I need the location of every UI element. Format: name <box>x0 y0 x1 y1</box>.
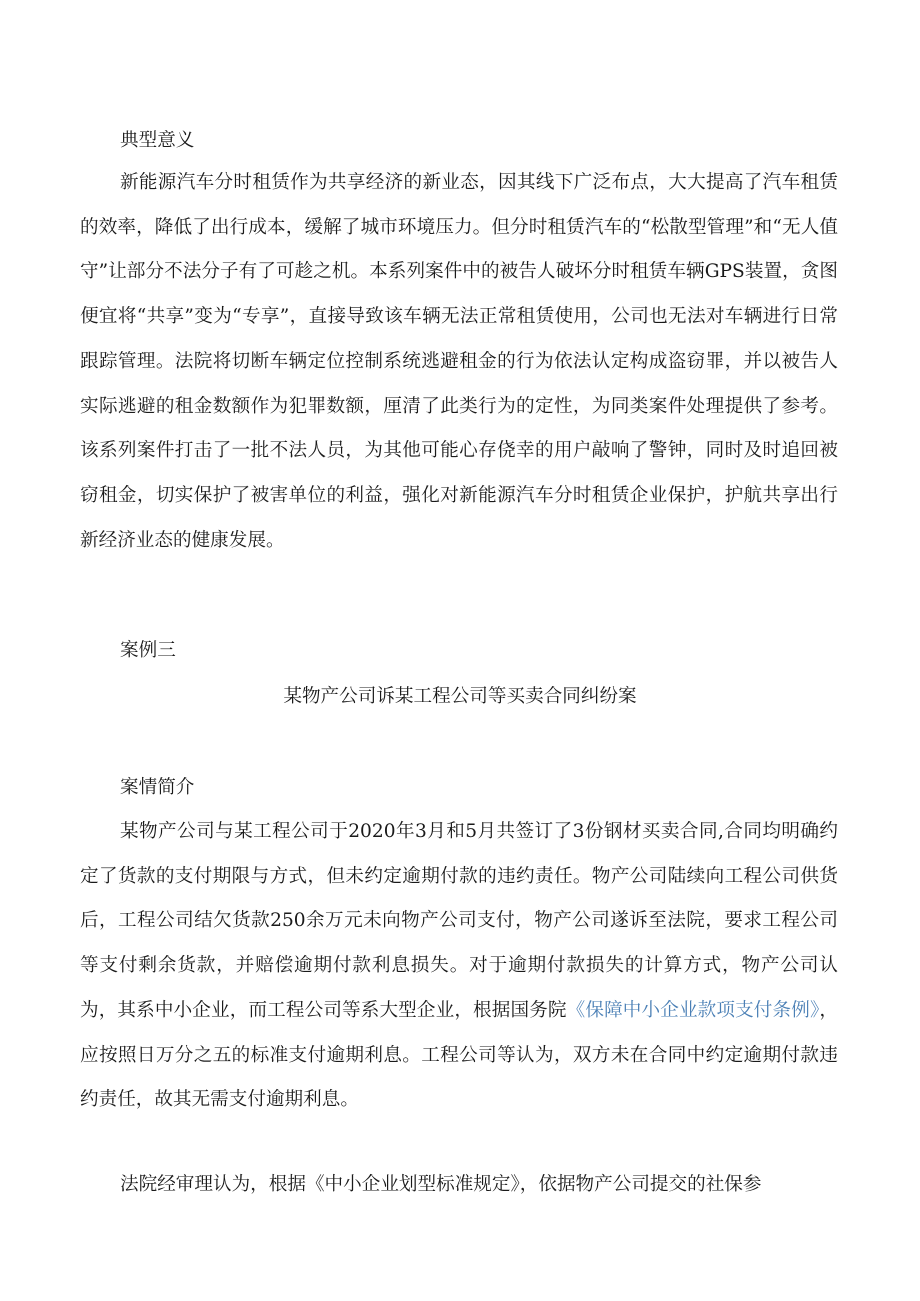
case-label: 案例三 <box>120 640 176 661</box>
law-citation-link[interactable]: 《保障中小企业款项支付条例》 <box>566 999 820 1021</box>
heading-typical-meaning: 典型意义 <box>120 130 195 151</box>
heading-case-summary: 案情简介 <box>120 777 195 798</box>
paragraph-case-summary <box>80 810 838 1123</box>
case-summary-text-part1: 某物产公司与某工程公司于2020年3月和5月共签订了3份钢材买卖合同,合同均明确约定了货款的支付期限与方式，但未约定逾期付款的违约责任。物产公司陆续向工程公司供货后，工程公司结欠货款250余万元未向物产公司支付，物产公司遂诉至法院，要求工程公司等支付剩余货款，并赔偿逾期付款利息损失。对于逾期付款损失的计算方式，物产公司认为，其系中小企业，而工程公司等系大型企业，根据国务院 <box>80 821 838 1021</box>
paragraph-court-reasoning: 法院经审理认为，根据《中小企业划型标准规定》，依据物产公司提交的社保参 <box>120 1174 762 1195</box>
case-title: 某物产公司诉某工程公司等买卖合同纠纷案 <box>283 686 637 707</box>
case-summary-text-part2: ，应按照日万分之五的标准支付逾期利息。工程公司等认为，双方未在合同中约定逾期付款违约责任，故其无需支付逾期利息。 <box>80 999 838 1111</box>
paragraph-typical-meaning: 新能源汽车分时租赁作为共享经济的新业态，因其线下广泛布点，大大提高了汽车租赁的效率，降低了出行成本，缓解了城市环境压力。但分时租赁汽车的“松散型管理”和“无人值守”让部分不法分子有了可趁之机。本系列案件中的被告人破坏分时租赁车辆GPS装置，贪图便宜将“共享”变为“专享”，直接导致该车辆无法正常租赁使用，公司也无法对车辆进行日常跟踪管理。法院将切断车辆定位控制系统逃避租金的行为依法认定构成盗窃罪，并以被告人实际逃避的租金数额作为犯罪数额，厘清了此类行为的定性，为同类案件处理提供了参考。该系列案件打击了一批不法人员，为其他可能心存侥幸的用户敲响了警钟，同时及时追回被窃租金，切实保护了被害单位的利益，强化对新能源汽车分时租赁企业保护，护航共享出行新经济业态的健康发展。 <box>80 172 838 551</box>
